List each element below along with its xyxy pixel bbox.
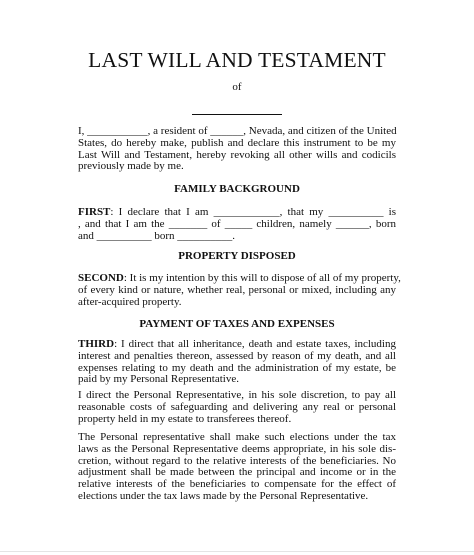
page-bottom-divider (0, 551, 474, 552)
safeguarding-line: reasonable costs of safeguarding and delivering any real or personal (78, 400, 396, 413)
heading-family-background: FAMILY BACKGROUND (174, 183, 300, 195)
second-line-text: : It is my intention by this will to dispose of all of my property, (123, 272, 401, 284)
intro-line: previously made by me. (78, 160, 184, 173)
first-line: , and that I am the _______ of _____ children, namely ______, born (78, 217, 396, 230)
safeguarding-line: property held in my estate to transferees thereof. (78, 412, 292, 425)
heading-property-disposed: PROPERTY DISPOSED (178, 250, 296, 262)
first-line-text: : I declare that I am ____________, that my __________ is (110, 206, 396, 218)
third-line: expenses relating to my death and the administration of my estate, be (78, 361, 396, 374)
elections-line: adjustment shall be made between the principal and income or in the (78, 466, 396, 479)
elections-line: cretion, without regard to the relative interests of the beneficiaries. No (78, 454, 396, 467)
second-line: of every kind or nature, whether real, personal or mixed, including any (78, 283, 396, 296)
elections-line: relative interests of the beneficiaries to compensate for the effect of (78, 478, 396, 491)
third-line: interest and penalties thereon, assessed by reason of my death, and all (78, 349, 396, 362)
safeguarding-paragraph (78, 390, 396, 425)
intro-line: States, do hereby make, publish and declare this instrument to be my (78, 136, 396, 149)
first-lead: FIRST (78, 206, 111, 218)
elections-line: The Personal representative shall make such elections under the tax (78, 431, 396, 443)
third-line: paid by my Personal Representative. (78, 373, 239, 386)
second-lead: SECOND (78, 272, 124, 284)
third-lead: THIRD (78, 338, 115, 350)
heading-payment-of-taxes: PAYMENT OF TAXES AND EXPENSES (139, 318, 335, 330)
first-paragraph (78, 207, 396, 242)
elections-line: laws as the Personal Representative deems appropriate, in his sole dis- (78, 442, 396, 455)
elections-line: elections under the tax laws made by the Personal Representative. (78, 489, 369, 502)
intro-paragraph (78, 126, 396, 173)
intro-line: I, ___________, a resident of ______, Nevada, and citizen of the United (78, 125, 397, 137)
safeguarding-line: I direct the Personal Representative, in his sole discretion, to pay all (78, 389, 396, 401)
first-line: and __________ born __________. (78, 229, 236, 242)
second-line: after-acquired property. (78, 295, 182, 308)
second-paragraph (78, 272, 401, 308)
document-title: LAST WILL AND TESTAMENT (88, 48, 386, 72)
third-paragraph (78, 339, 396, 386)
third-line-text: : I direct that all inheritance, death and estate taxes, including (114, 338, 396, 350)
of-label: of (232, 81, 242, 93)
testator-name-blank (192, 114, 282, 115)
elections-paragraph (78, 432, 396, 503)
intro-line: Last Will and Testament, hereby revoking all other wills and codicils (78, 148, 396, 161)
